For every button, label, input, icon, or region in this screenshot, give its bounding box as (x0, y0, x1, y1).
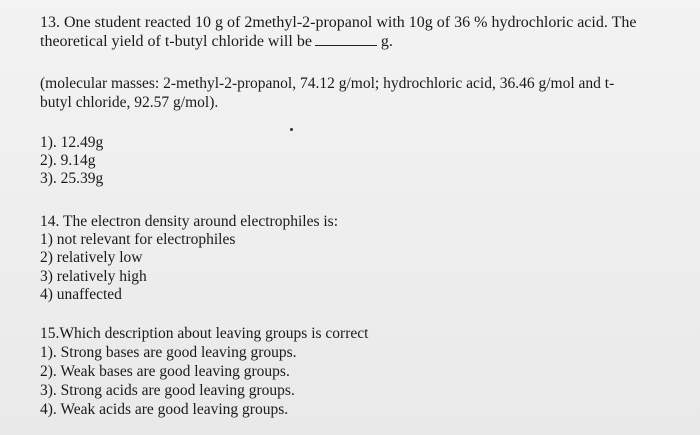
q14-option-1: 1) not relevant for electrophiles (40, 231, 236, 248)
q13-masses-line2: butyl chloride, 92.57 g/mol). (40, 94, 219, 111)
q14-option-4: 4) unaffected (40, 286, 122, 303)
q13-masses-line1: (molecular masses: 2-methyl-2-propanol, 74.12 g/mol; hydrochloric acid, 36.46 g/mol and t- (40, 75, 615, 92)
q14-stem: 14. The electron density around electrophiles is: (40, 213, 339, 230)
q15-option-2: 2). Weak bases are good leaving groups. (40, 363, 290, 380)
q13-unit: g. (380, 33, 393, 50)
q15-option-1: 1). Strong bases are good leaving groups. (40, 344, 297, 361)
q13-stem-line2-text: theoretical yield of t-butyl chloride will be (40, 33, 312, 50)
q13-stem-line1: 13. One student reacted 10 g of 2methyl-2-propanol with 10g of 36 % hydrochloric acid. The (40, 14, 637, 31)
q14-option-2: 2) relatively low (40, 249, 143, 266)
q13-option-2: 2). 9.14g (40, 152, 96, 169)
q14-option-3: 3) relatively high (40, 268, 147, 285)
q15-stem: 15.Which description about leaving groups is correct (40, 325, 369, 342)
q13-stem-line2 (40, 33, 393, 51)
q15-option-4: 4). Weak acids are good leaving groups. (40, 401, 289, 418)
stray-mark (290, 128, 293, 131)
answer-blank (315, 44, 377, 46)
q13-option-1: 1). 12.49g (40, 134, 104, 151)
q15-option-3: 3). Strong acids are good leaving groups. (40, 382, 295, 399)
q13-option-3: 3). 25.39g (40, 170, 104, 187)
